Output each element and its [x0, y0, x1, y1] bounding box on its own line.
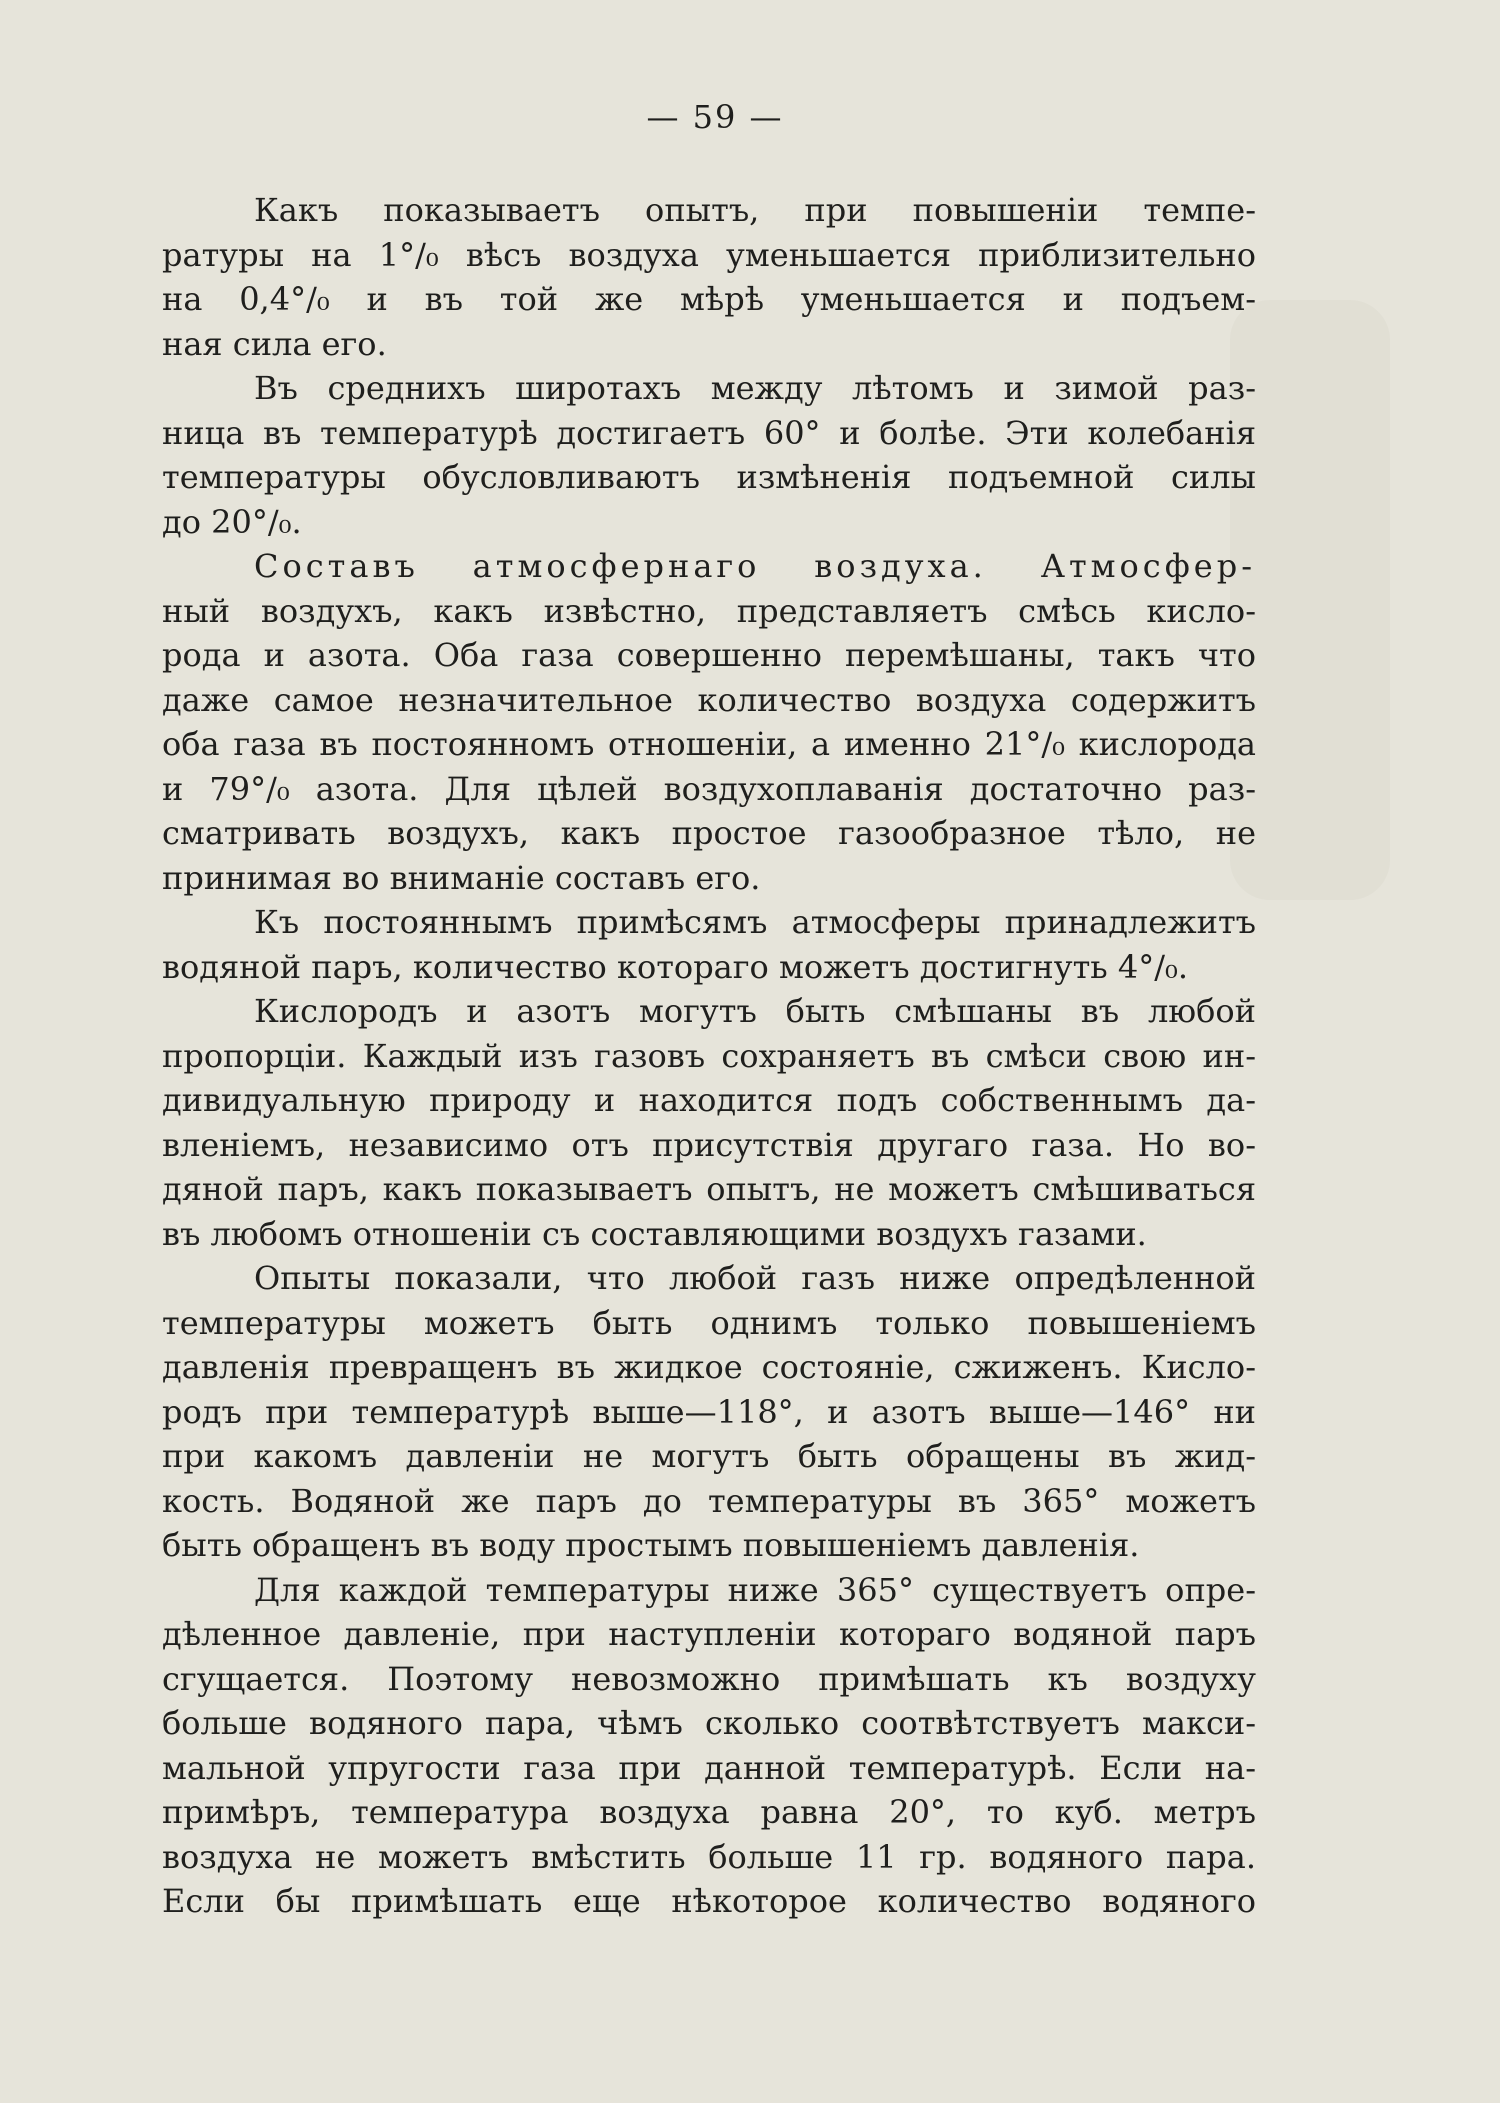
text-line: дѣленное давленiе, при наступленiи котораго водяной паръ	[162, 1615, 1256, 1653]
text-line: даже самое незначительное количество воздуха содержитъ	[162, 680, 1256, 719]
text-line: Для каждой температуры ниже 365° существуетъ опре-	[254, 1570, 1256, 1609]
text-line: при какомъ давленiи не могутъ быть обращены въ жид-	[162, 1437, 1256, 1475]
text-line: принимая во вниманiе составъ его.	[162, 858, 761, 897]
text-line: сматривать воздухъ, какъ простое газообразное тѣло, не	[162, 814, 1256, 852]
text-line: Къ постояннымъ примѣсямъ атмосферы принадлежитъ	[254, 903, 1256, 941]
text-line: ный воздухъ, какъ извѣстно, представляетъ смѣсь кисло-	[162, 591, 1256, 630]
text-line: на 0,4°/₀ и въ той же мѣрѣ уменьшается и подъем-	[162, 280, 1256, 318]
text-line: давленiя превращенъ въ жидкое состоянiе, сжиженъ. Кисло-	[162, 1348, 1256, 1386]
text-line: Опыты показали, что любой газъ ниже опредѣленной	[254, 1259, 1256, 1297]
text-line: родъ при температурѣ выше—118°, и азотъ выше—146° ни	[162, 1392, 1256, 1431]
text-line: кость. Водяной же паръ до температуры въ 365° можетъ	[162, 1481, 1256, 1520]
text-line: и 79°/₀ азота. Для цѣлей воздухоплаванiя достаточно раз-	[162, 769, 1256, 808]
text-line: мальной упругости газа при данной температурѣ. Если на-	[162, 1748, 1256, 1787]
section-heading-line: Составъ атмосфернаго воздуха. Атмосфер-	[254, 547, 1256, 585]
text-line: водяной паръ, количество котораго можетъ достигнуть 4°/₀.	[162, 947, 1188, 986]
text-line: Кислородъ и азотъ могутъ быть смѣшаны въ любой	[254, 992, 1256, 1030]
text-line: Въ среднихъ широтахъ между лѣтомъ и зимой раз-	[254, 369, 1256, 407]
text-line: дивидуальную природу и находится подъ собственнымъ да-	[162, 1081, 1256, 1119]
text-line: температуры обусловливаютъ измѣненiя подъемной силы	[162, 458, 1256, 496]
text-line: оба газа въ постоянномъ отношенiи, а именно 21°/₀ кислорода	[162, 725, 1256, 763]
page-number: — 59 —	[646, 98, 784, 136]
text-line: температуры можетъ быть однимъ только повышенiемъ	[162, 1303, 1256, 1342]
text-line: рода и азота. Оба газа совершенно перемѣшаны, такъ что	[162, 636, 1256, 674]
text-line: ница въ температурѣ достигаетъ 60° и болѣе. Эти колебанiя	[162, 413, 1256, 452]
text-line: вленiемъ, независимо отъ присутствiя другаго газа. Но во-	[162, 1125, 1256, 1164]
text-line: дяной паръ, какъ показываетъ опытъ, не можетъ смѣшиваться	[162, 1170, 1256, 1208]
text-line: сгущается. Поэтому невозможно примѣшать къ воздуху	[162, 1659, 1256, 1698]
text-line: ная сила его.	[162, 324, 387, 363]
text-line: больше водяного пара, чѣмъ сколько соотвѣтствуетъ макси-	[162, 1704, 1256, 1742]
text-line: воздуха не можетъ вмѣстить больше 11 гр. водяного пара.	[162, 1837, 1256, 1876]
text-line: до 20°/₀.	[162, 502, 302, 541]
text-line: быть обращенъ въ воду простымъ повышенiемъ давленiя.	[162, 1526, 1140, 1564]
body-text	[162, 188, 1256, 1924]
text-line: пропорцiи. Каждый изъ газовъ сохраняетъ въ смѣси свою ин-	[162, 1036, 1256, 1075]
text-line: въ любомъ отношенiи съ составляющими воздухъ газами.	[162, 1214, 1147, 1253]
text-line: Если бы примѣшать еще нѣкоторое количество водяного	[162, 1882, 1256, 1920]
text-line: примѣръ, температура воздуха равна 20°, то куб. метръ	[162, 1793, 1256, 1831]
text-line: Какъ показываетъ опытъ, при повышенiи темпе-	[254, 191, 1256, 229]
text-line: ратуры на 1°/₀ вѣсъ воздуха уменьшается приблизительно	[162, 235, 1256, 274]
